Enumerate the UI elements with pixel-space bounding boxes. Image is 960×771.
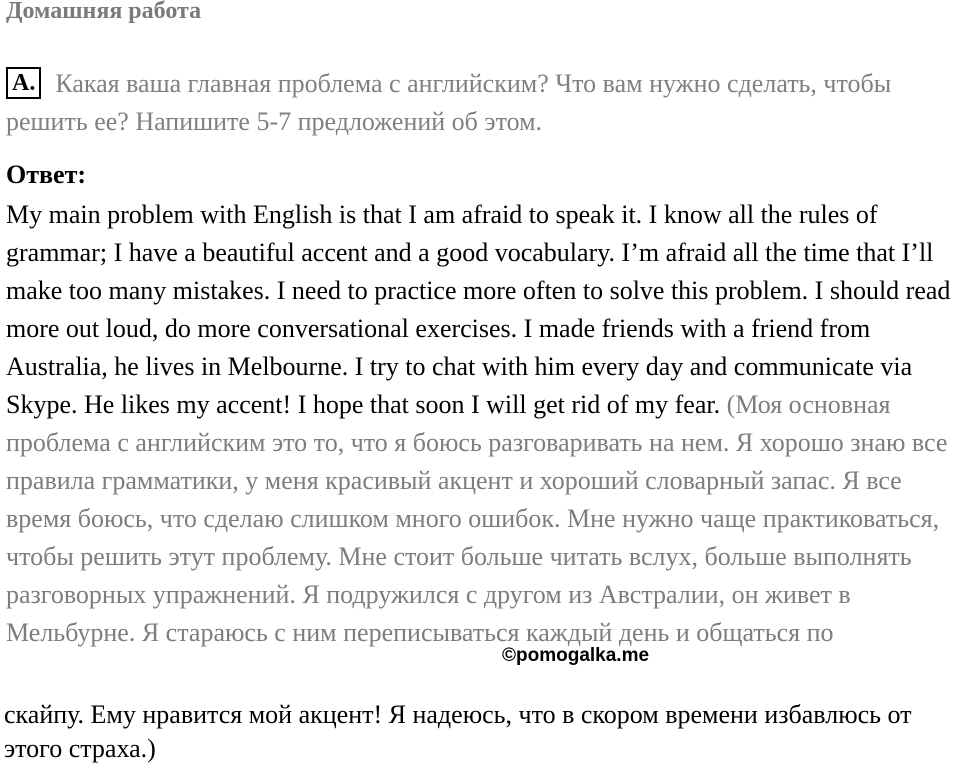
watermark: ©pomogalka.me [502, 645, 650, 666]
answer-text [6, 196, 951, 652]
answer-russian-tail: скайпу. Ему нравится мой акцент! Я надеюсь, что в скором времени избавлюсь от этого страха.) [4, 700, 912, 763]
task-marker: А. [6, 67, 41, 99]
answer-english: My main problem with English is that I am afraid to speak it. I know all the rules of grammar; I have a beautiful accent and a good vocabulary. I’m afraid all the time that I’ll make too many mistakes. I need to practice more often to solve this problem. I should read more out loud, do more conversational exercises. I made friends with a friend from Australia, he lives in Melbourne. I try to chat with him every day and communicate via Skype. He likes my accent! I hope that soon I will get rid of my fear. [6, 200, 951, 419]
task-block [6, 65, 951, 141]
page-title: Домашняя работа [6, 0, 202, 24]
task-text: Какая ваша главная проблема с английским? Что вам нужно сделать, чтобы решить ее? Напишите 5-7 предложений об этом. [6, 69, 892, 136]
answer-label: Ответ: [6, 160, 87, 189]
answer-russian: (Моя основная проблема с английским это то, что я боюсь разговаривать на нем. Я хорошо знаю все правила грамматики, у меня красивый акцент и хороший словарный запас. Я все время боюсь, что сделаю слишком много ошибок. Мне нужно чаще практиковаться, чтобы решить этут проблему. Мне стоит больше читать вслух, больше выполнять разговорных упражнений. Я подружился с другом из Австралии, он живет в Мельбурне. Я стараюсь с ним переписываться каждый день и общаться по [6, 390, 948, 647]
